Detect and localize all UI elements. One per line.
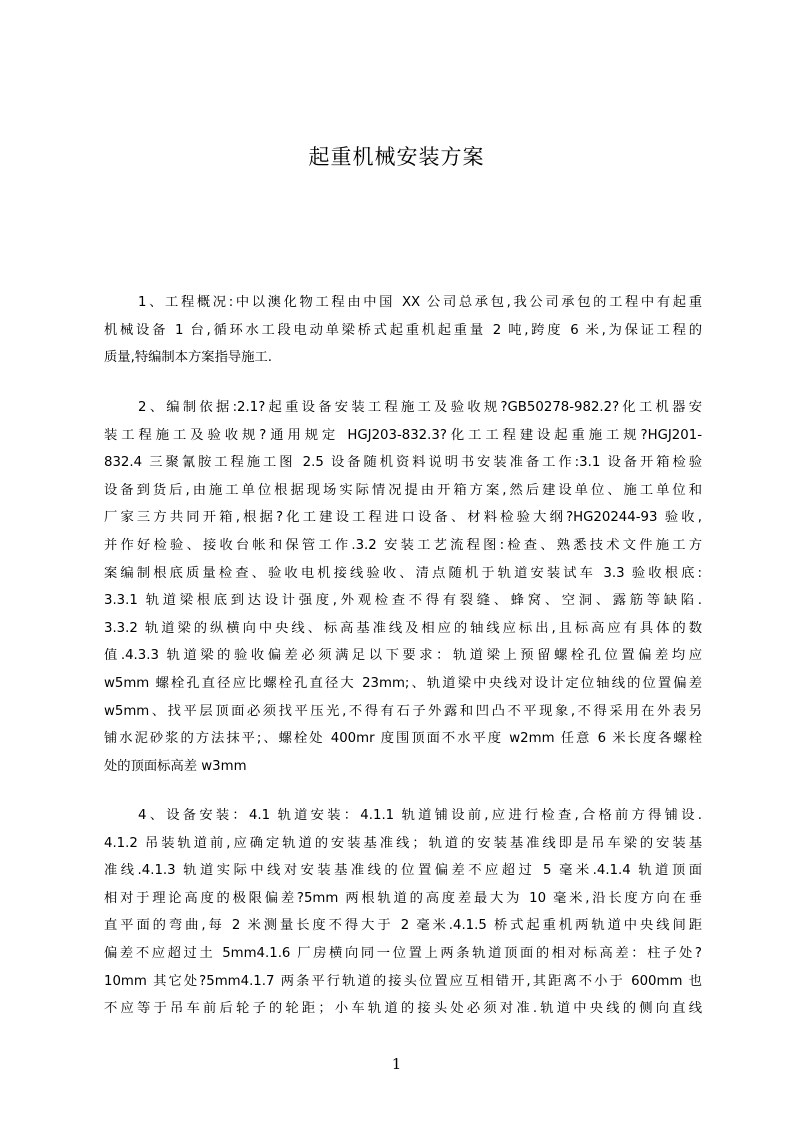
paragraph-line: w5mm、找平层顶面必须找平压光,不得有石子外露和凹凸不平现象,不得采用在外表另 — [104, 703, 702, 719]
paragraph-line: w5mm 螺栓孔直径应比螺栓孔直径大 23mm;、轨道梁中央线对设计定位轴线的位置偏差 — [104, 675, 702, 691]
paragraph-line: 直平面的弯曲,每 2 米测量长度不得大于 2 毫米.4.1.5 桥式起重机两轨道中央线间距 — [104, 918, 702, 934]
paragraph-line: 偏差不应超过土 5mm4.1.6 厂房横向同一位置上两条轨道顶面的相对标高差：柱子处? — [104, 945, 702, 961]
paragraph-line: 厂家三方共同开箱,根据?化工建设工程进口设备、材料检验大纲?HG20244-93 验收, — [104, 510, 702, 526]
paragraph-line: 1、工程概况:中以澳化物工程由中国 XX 公司总承包,我公司承包的工程中有起重 — [138, 295, 702, 310]
paragraph-line: 装工程施工及验收规?通用规定 HGJ203-832.3?化工工程建设起重施工规?HGJ201- — [104, 427, 702, 443]
paragraph-line: 3.3.2 轨道梁的纵横向中央线、标高基准线及相应的轴线应标出,且标高应有具体的数 — [104, 620, 702, 636]
paragraph-line: 质量,特编制本方案指导施工. — [104, 350, 273, 366]
paragraph-line: 相对于理论高度的极限偏差?5mm 两根轨道的高度差最大为 10 毫米,沿长度方向在垂 — [104, 890, 702, 906]
paragraph-equipment-installation — [104, 802, 702, 1023]
paragraph-project-overview — [104, 289, 702, 372]
paragraph-line: 2、编制依据:2.1?起重设备安装工程施工及验收规?GB50278-982.2?化工机器安 — [138, 400, 702, 415]
paragraph-line: 832.4 三聚氰胺工程施工图 2.5 设备随机资料说明书安装准备工作:3.1 设备开箱检验 — [104, 455, 702, 471]
paragraph-line: 4.1.2 吊装轨道前,应确定轨道的安装基准线；轨道的安装基准线即是吊车梁的安装基 — [104, 835, 702, 851]
paragraph-line: 设备到货后,由施工单位根据现场实际情况提由开箱方案,然后建设单位、施工单位和 — [104, 482, 702, 498]
paragraph-line: 并作好检验、接收台帐和保管工作.3.2 安装工艺流程图:检查、熟悉技术文件施工方 — [104, 537, 702, 553]
paragraph-line: 不应等于吊车前后轮子的轮距；小车轨道的接头处必须对准.轨道中央线的侧向直线 — [104, 1001, 702, 1017]
page-number: 1 — [391, 1055, 402, 1073]
paragraph-line: 3.3.1 轨道梁根底到达设计强度,外观检查不得有裂缝、蜂窝、空洞、露筋等缺陷. — [104, 593, 702, 609]
paragraph-line: 4、设备安装：4.1 轨道安装：4.1.1 轨道铺设前,应进行检查,合格前方得铺设. — [138, 808, 702, 823]
document-title: 起重机械安装方案 — [308, 145, 485, 169]
paragraph-line: 案编制根底质量检查、验收电机接线验收、清点随机于轨道安装试车 3.3 验收根底: — [104, 565, 702, 581]
paragraph-line: 铺水泥砂浆的方法抹平;、螺栓处 400mr 度围顶面不水平度 w2mm 任意 6 米长度各螺栓 — [104, 731, 702, 747]
paragraph-line: 准线.4.1.3 轨道实际中线对安装基准线的位置偏差不应超过 5 毫米.4.1.4 轨道顶面 — [104, 863, 702, 879]
paragraph-line: 10mm 其它处?5mm4.1.7 两条平行轨道的接头位置应互相错开,其距离不小于 600mm 也 — [104, 973, 702, 989]
paragraph-line: 值.4.3.3 轨道梁的验收偏差必须满足以下要求：轨道梁上预留螺栓孔位置偏差均应 — [104, 648, 702, 664]
paragraph-basis-and-preparation — [104, 394, 702, 780]
paragraph-line: 处的顶面标高差 w3mm — [104, 758, 247, 774]
paragraph-line: 机械设备 1 台,循环水工段电动单梁桥式起重机起重量 2 吨,跨度 6 米,为保证工程的 — [104, 322, 702, 338]
